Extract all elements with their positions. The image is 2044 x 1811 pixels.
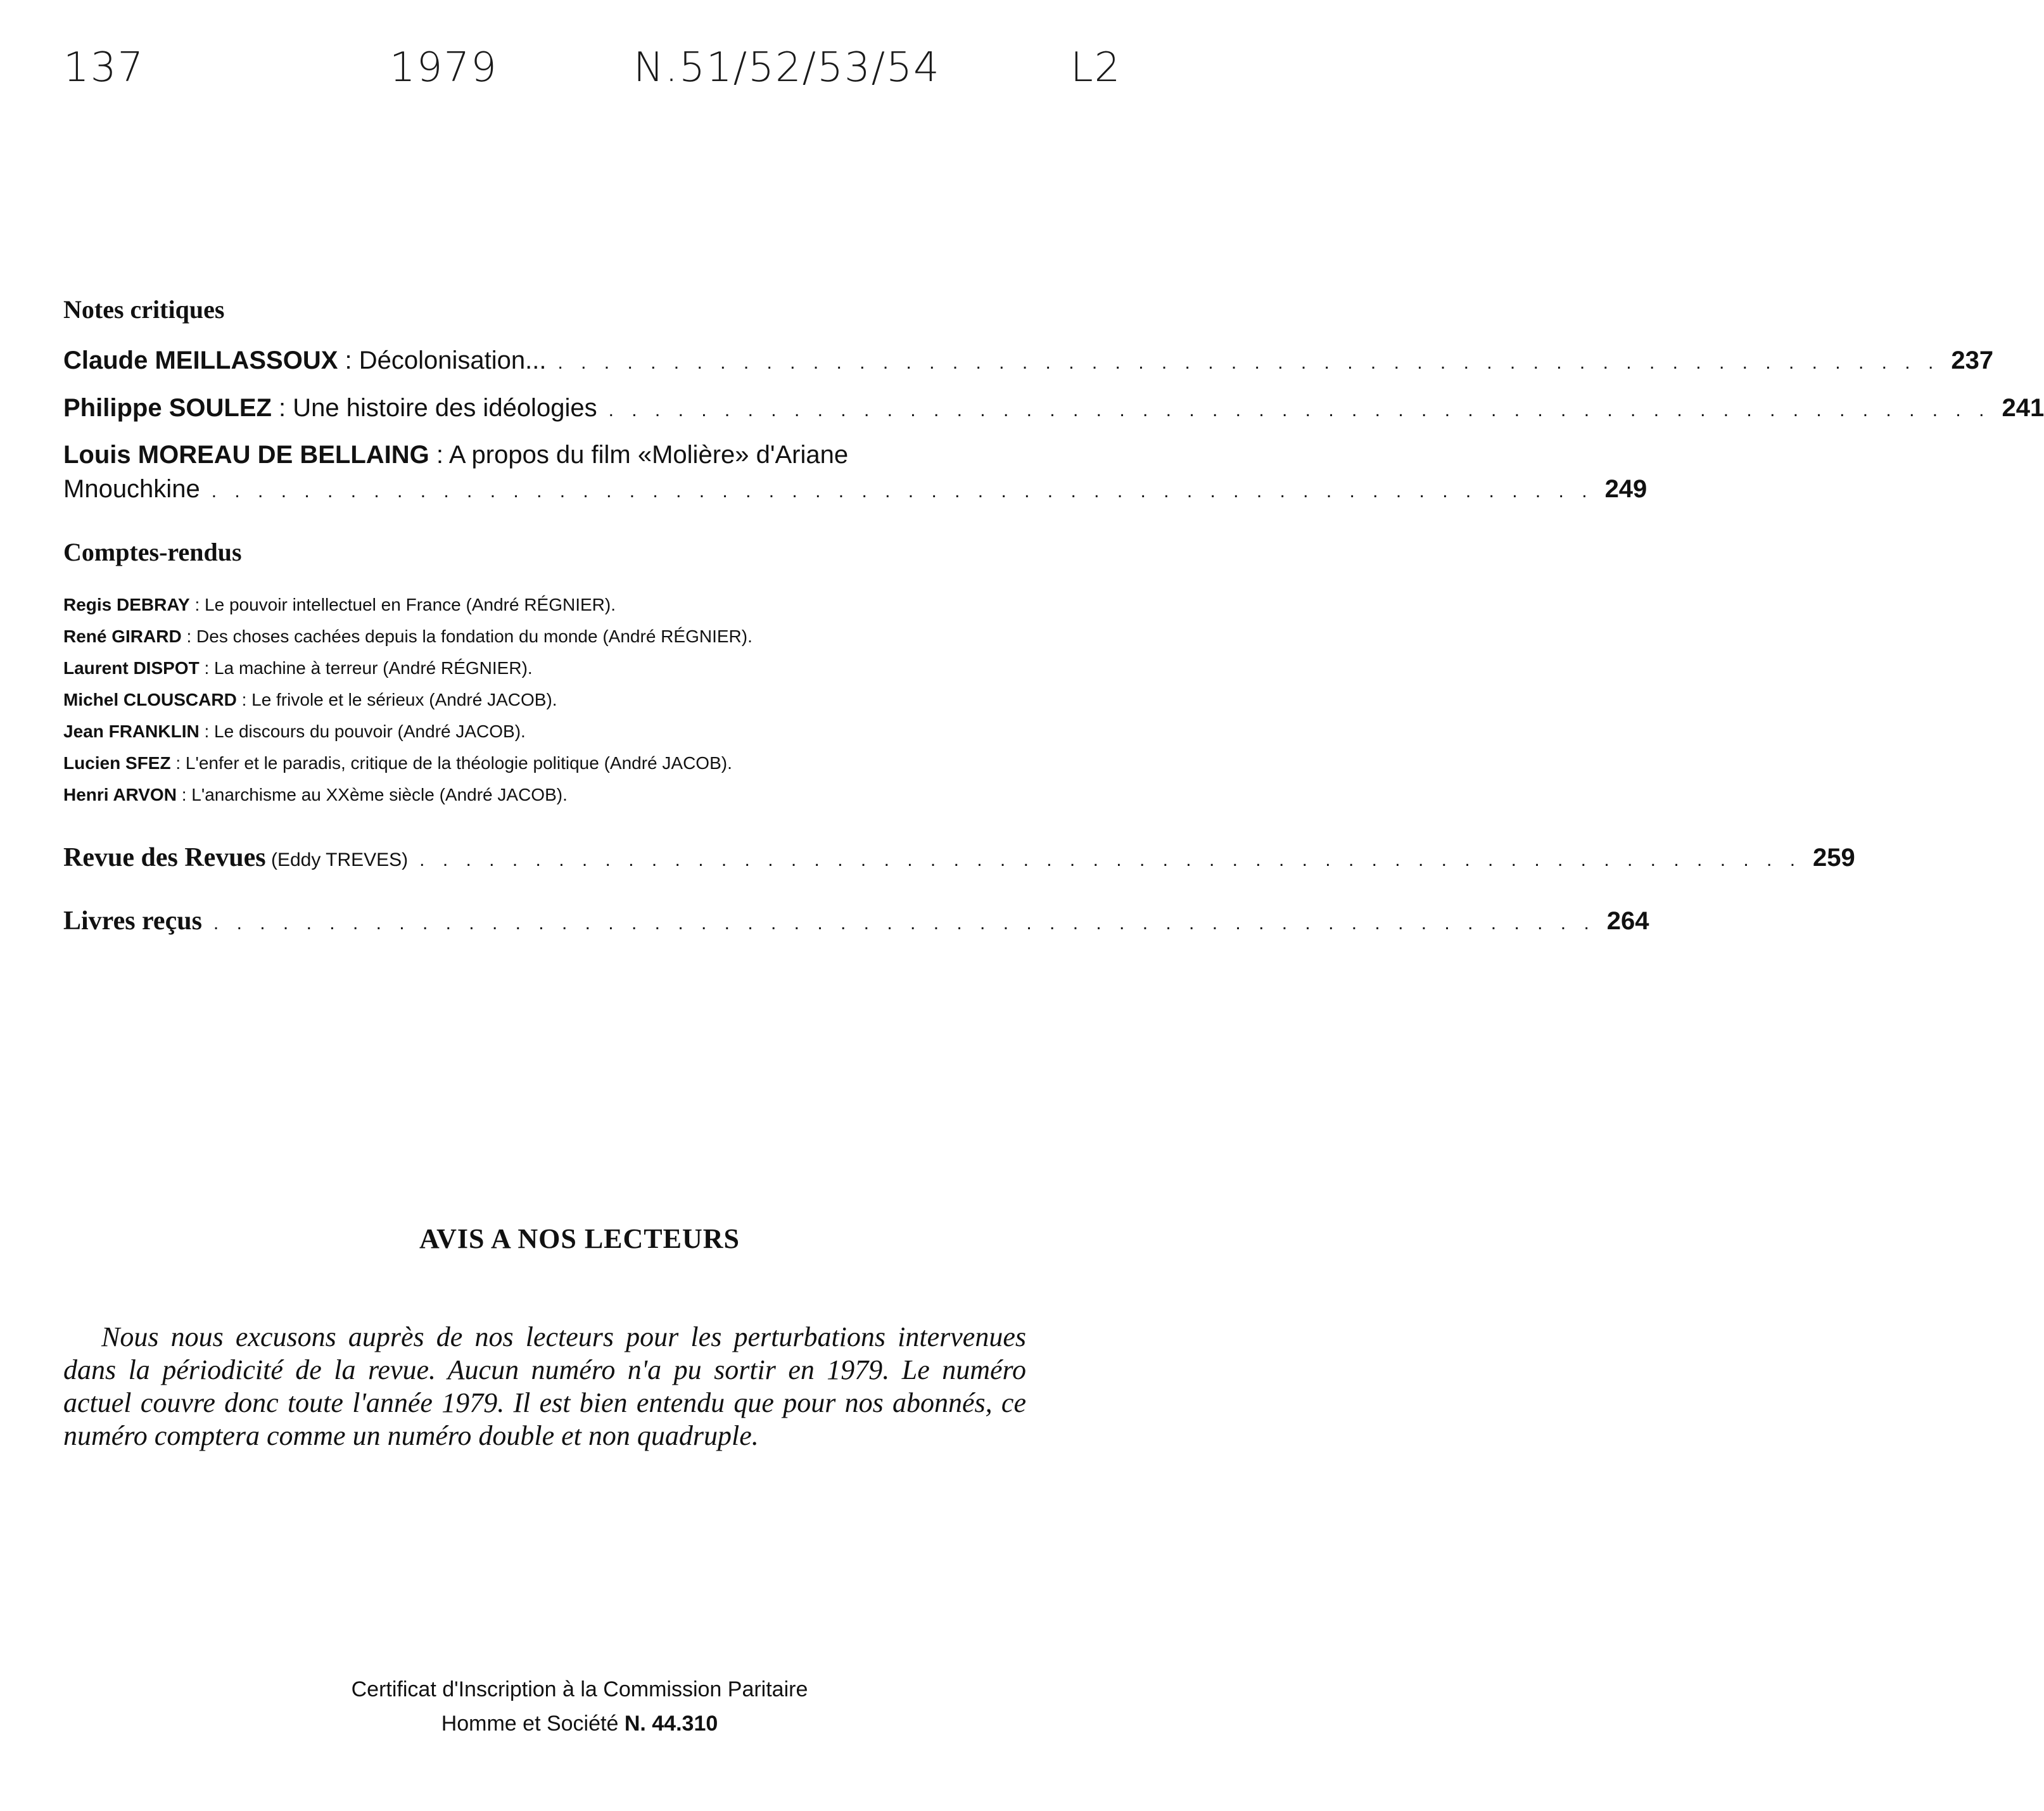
entry-author-last: SOULEZ xyxy=(168,394,272,422)
revue-sub: (Eddy TREVES) xyxy=(265,849,409,870)
comptes-rendus-heading: Comptes-rendus xyxy=(63,538,242,566)
dot-leader: . . . . . . . . . . . . . . . . . . . . . . . . . . . . . . . . . . . . . . . . . . . . . . . . . . . . . . . . . . . . xyxy=(557,352,1940,373)
footer-line-2 xyxy=(0,1706,1159,1741)
notes-critiques-heading: Notes critiques xyxy=(63,295,225,324)
toc-entry-multiline xyxy=(63,438,1020,471)
entry-title: : A propos du film «Molière» d'Ariane xyxy=(429,441,849,469)
entry-author-first: Claude xyxy=(63,346,148,374)
list-item xyxy=(63,589,1013,621)
entry-lead xyxy=(63,842,408,875)
review-text: : Le discours du pouvoir (André JACOB). xyxy=(199,721,526,741)
footer-publisher: Homme et Société xyxy=(441,1712,625,1736)
review-author: René GIRARD xyxy=(63,626,182,646)
entry-lead xyxy=(63,906,202,936)
list-item xyxy=(63,779,1013,811)
review-list xyxy=(63,589,1013,811)
entry-title: : Décolonisation... xyxy=(338,346,547,374)
review-author: Laurent DISPOT xyxy=(63,658,200,678)
review-text: : L'enfer et le paradis, critique de la théologie politique (André JACOB). xyxy=(170,753,732,773)
review-author: Regis DEBRAY xyxy=(63,595,190,614)
review-text: : Le frivole et le sérieux (André JACOB). xyxy=(236,690,557,709)
toc-entry-continuation xyxy=(63,474,1647,507)
review-text: : La machine à terreur (André RÉGNIER). xyxy=(199,658,533,678)
handwritten-mark: L2 xyxy=(1070,44,1122,91)
entry-first-line xyxy=(63,438,1020,471)
entry-lead xyxy=(63,345,546,376)
review-text: : L'anarchisme au XXème siècle (André JACOB). xyxy=(176,785,568,804)
footer-line-1: Certificat d'Inscription à la Commission Paritaire xyxy=(351,1677,808,1701)
toc-entry xyxy=(63,345,1994,378)
toc-entry-livres xyxy=(63,906,1649,939)
handwritten-year: 1979 xyxy=(390,44,498,91)
entry-title: : Une histoire des idéologies xyxy=(271,394,597,422)
entry-page: 241 xyxy=(2002,394,2044,422)
review-author: Henri ARVON xyxy=(63,785,177,804)
entry-author-last: MEILLASSOUX xyxy=(155,346,338,374)
list-item xyxy=(63,621,1013,652)
footer xyxy=(0,1672,1159,1741)
handwritten-number: 137 xyxy=(63,44,145,91)
entry-page: 237 xyxy=(1951,346,1994,374)
review-author: Michel CLOUSCARD xyxy=(63,690,237,709)
dot-leader: . . . . . . . . . . . . . . . . . . . . . . . . . . . . . . . . . . . . . . . . . . . . . . . . . . . . . . . . . . . . xyxy=(213,913,1596,934)
toc-entry-revue xyxy=(63,842,1855,875)
handwritten-issue: N.51/52/53/54 xyxy=(633,44,941,91)
livres-title: Livres reçus xyxy=(63,906,202,936)
list-item xyxy=(63,716,1013,747)
review-author: Jean FRANKLIN xyxy=(63,721,200,741)
review-text: : Des choses cachées depuis la fondation du monde (André RÉGNIER). xyxy=(181,626,752,646)
entry-author-first: Louis xyxy=(63,441,131,469)
revue-title: Revue des Revues xyxy=(63,843,266,872)
toc-entry xyxy=(63,393,2044,426)
footer-number: N. 44.310 xyxy=(624,1712,718,1736)
list-item xyxy=(63,684,1013,716)
list-item xyxy=(63,747,1013,779)
review-text: : Le pouvoir intellectuel en France (André RÉGNIER). xyxy=(189,595,616,614)
entry-author-last: MOREAU DE BELLAING xyxy=(137,441,429,469)
review-author: Lucien SFEZ xyxy=(63,753,171,773)
dot-leader: . . . . . . . . . . . . . . . . . . . . . . . . . . . . . . . . . . . . . . . . . . . . . . . . . . . . . . . . . . . . xyxy=(419,849,1802,870)
entry-lead xyxy=(63,393,597,423)
entry-author-first: Philippe xyxy=(63,394,162,422)
dot-leader: . . . . . . . . . . . . . . . . . . . . . . . . . . . . . . . . . . . . . . . . . . . . . . . . . . . . . . . . . . . . xyxy=(608,400,1991,421)
entry-page: 264 xyxy=(1606,907,1649,935)
dot-leader: . . . . . . . . . . . . . . . . . . . . . . . . . . . . . . . . . . . . . . . . . . . . . . . . . . . . . . . . . . . . xyxy=(211,481,1594,502)
list-item xyxy=(63,652,1013,684)
notice-body: Nous nous excusons auprès de nos lecteurs pour les perturbations intervenues dans la périodicité de la revue. Aucun numéro n'a pu sortir en 1979. Le numéro actuel couvre donc toute l'année 1979. Il est bien entendu que pour nos abonnés, ce numéro comptera comme un numéro double et non quadruple. xyxy=(63,1321,1026,1451)
entry-page: 259 xyxy=(1813,844,1855,872)
entry-title-continued: Mnouchkine xyxy=(63,475,200,503)
entry-page: 249 xyxy=(1604,475,1647,503)
notice-title: AVIS A NOS LECTEURS xyxy=(419,1223,740,1254)
